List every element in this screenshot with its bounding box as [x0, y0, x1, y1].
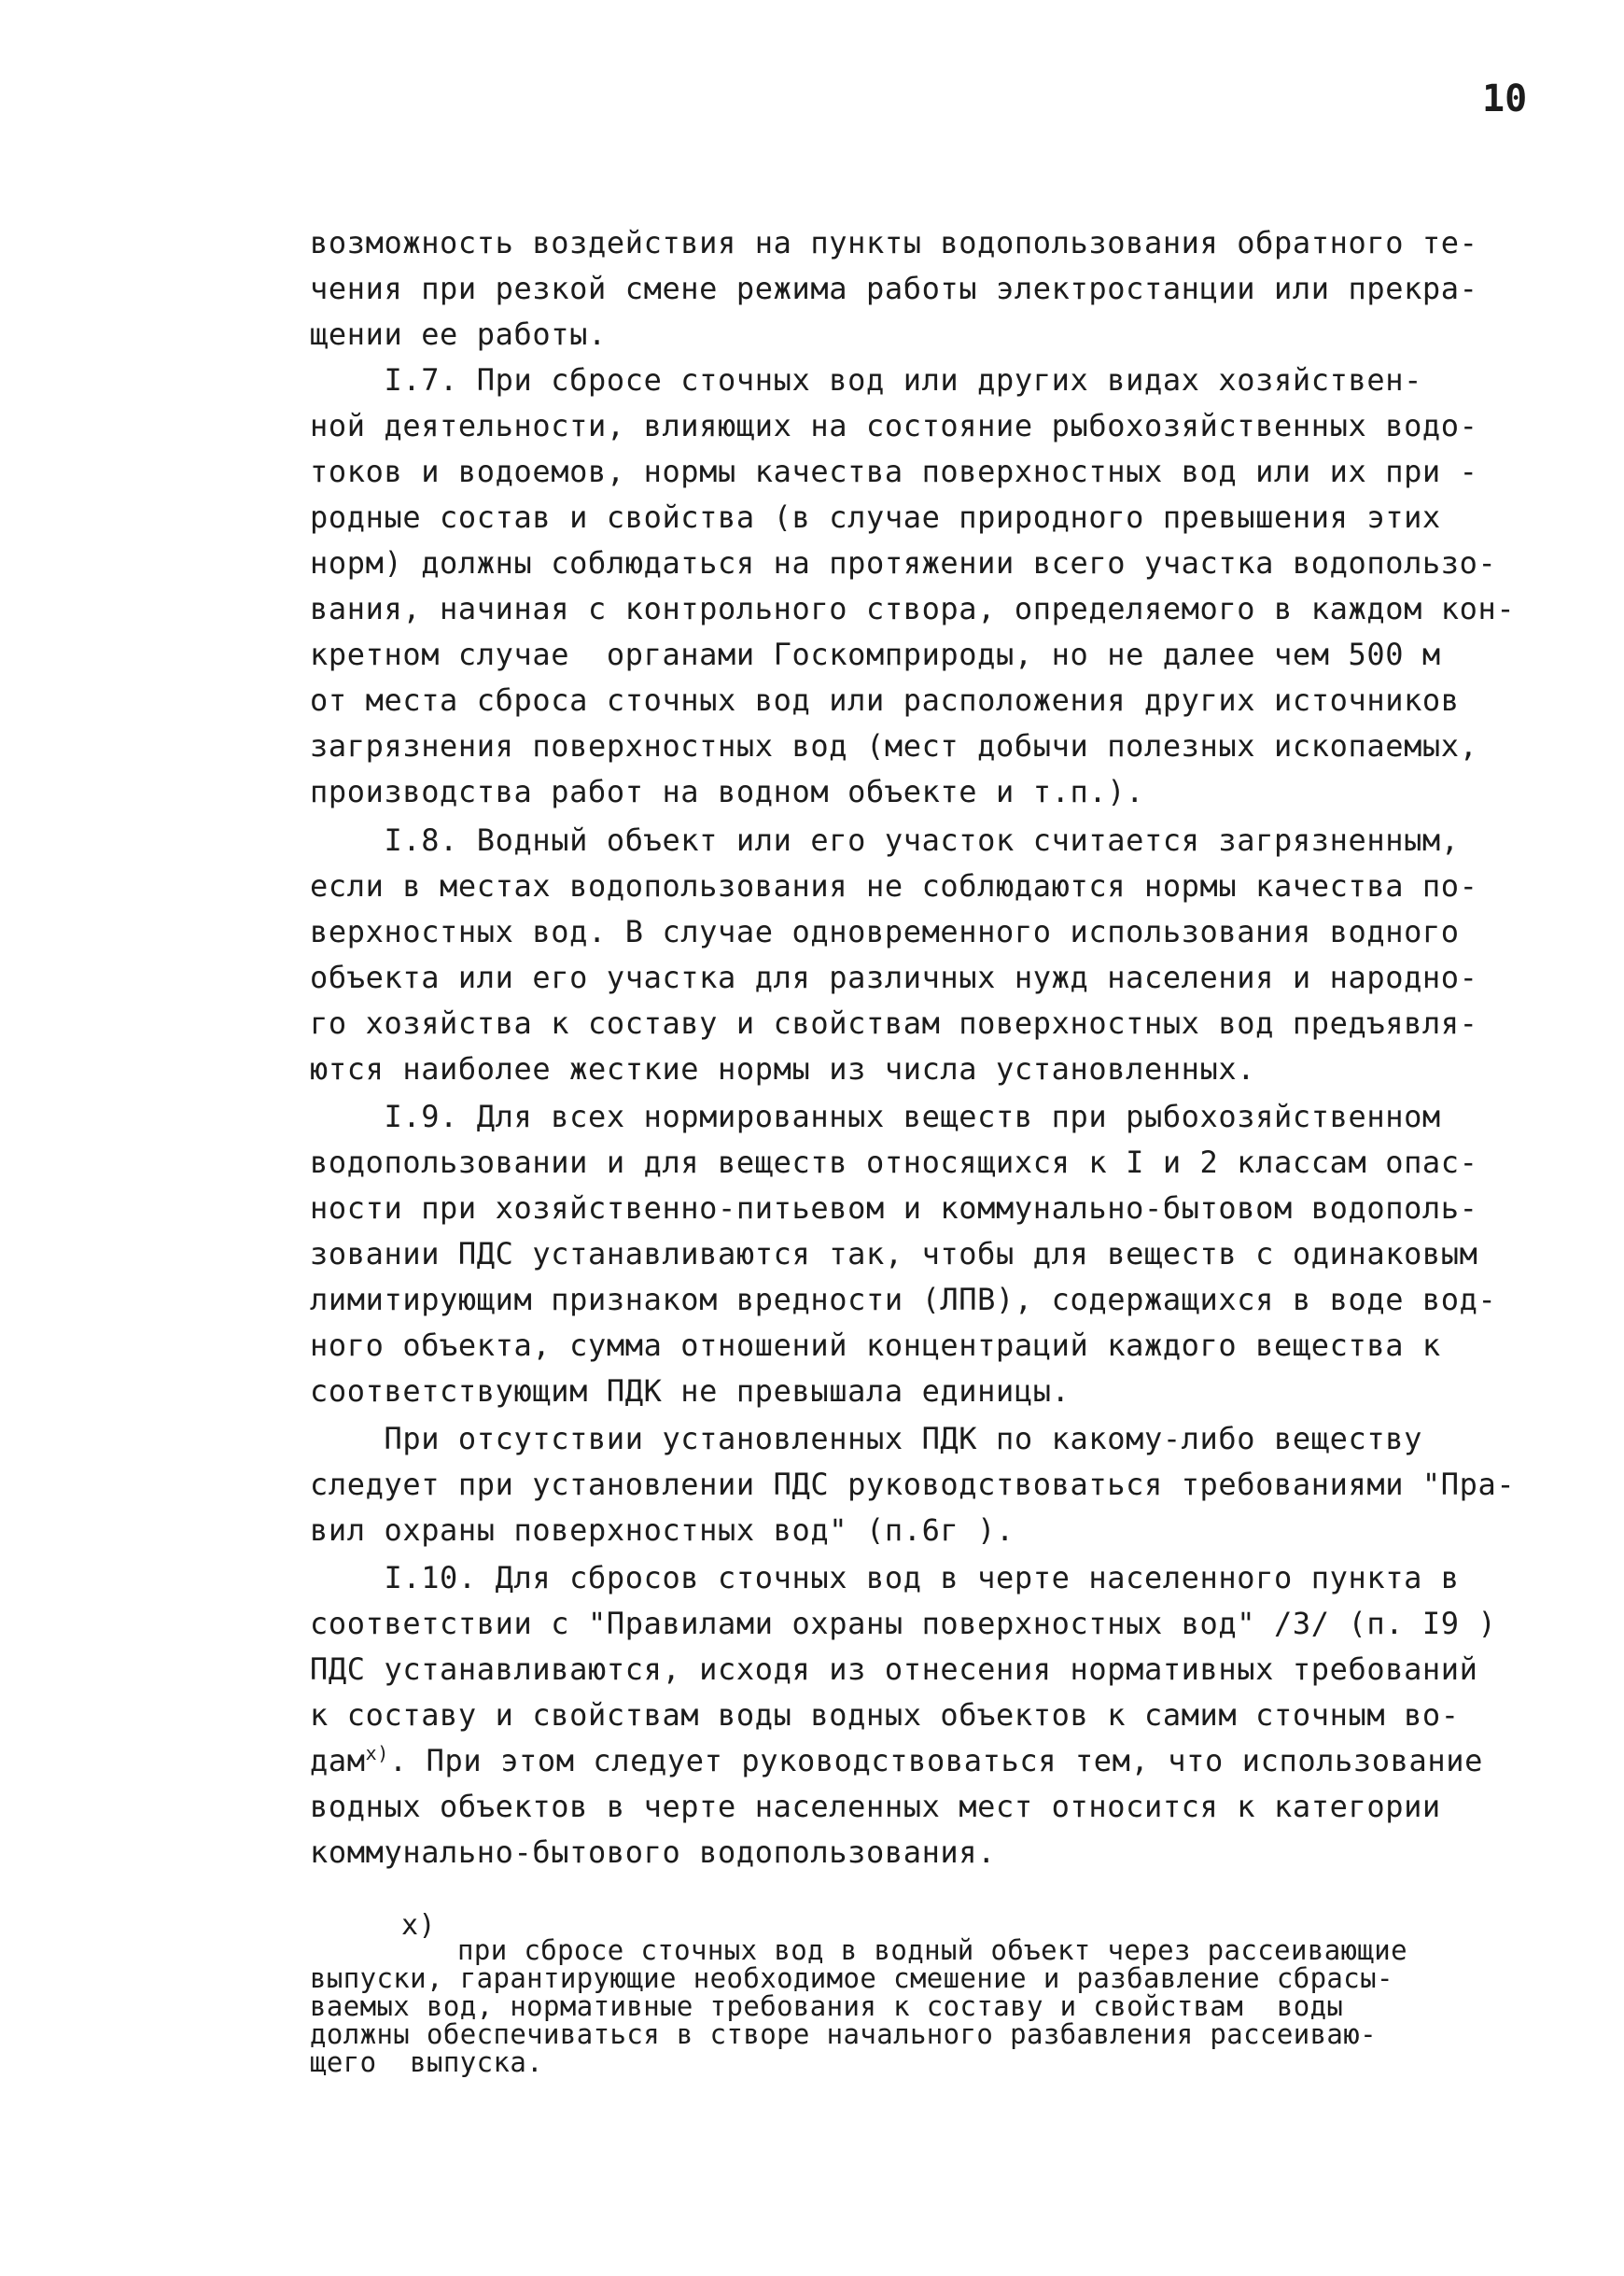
footnote-line: при сбросе сточных вод в водный объект через рассеивающие	[457, 1934, 1407, 1966]
body-line: если в местах водопользования не соблюдаются нормы качества по-	[310, 868, 1478, 904]
body-line: производства работ на водном объекте и т.п.).	[310, 774, 1144, 809]
body-line: I.7. При сбросе сточных вод или других видах хозяйствен-	[310, 362, 1422, 398]
body-line: ются наиболее жесткие нормы из числа установленных.	[310, 1051, 1256, 1087]
body-line: норм) должны соблюдаться на протяжении всего участка водопользо-	[310, 545, 1497, 581]
body-line: водопользовании и для веществ относящихся к I и 2 классам опас-	[310, 1145, 1478, 1180]
body-line: водных объектов в черте населенных мест относится к категории	[310, 1789, 1441, 1824]
footnote-line: щего выпуска.	[310, 2046, 544, 2078]
body-line: от места сброса сточных вод или расположения других источников	[310, 682, 1460, 718]
body-line: следует при установлении ПДС руководствоваться требованиями "Пра-	[310, 1467, 1516, 1502]
footnote-marker: x)	[401, 1909, 436, 1942]
body-line: родные состав и свойства (в случае природного превышения этих	[310, 499, 1441, 535]
body-line: ного объекта, сумма отношений концентраций каждого вещества к	[310, 1328, 1441, 1363]
body-line: щении ее работы.	[310, 316, 607, 352]
footnote-line: ваемых вод, нормативные требования к составу и свойствам воды	[310, 1990, 1344, 2022]
body-line: коммунально-бытового водопользования.	[310, 1834, 997, 1870]
body-line: загрязнения поверхностных вод (мест добычи полезных ископаемых,	[310, 728, 1478, 764]
body-line: возможность воздействия на пункты водопользования обратного те-	[310, 225, 1478, 260]
footnote-line: выпуски, гарантирующие необходимое смешение и разбавление сбрасы-	[310, 1962, 1393, 1994]
body-line: вания, начиная с контрольного створа, определяемого в каждом кон-	[310, 591, 1516, 626]
body-line: верхностных вод. В случае одновременного использования водного	[310, 914, 1460, 949]
body-line-tail: . При этом следует руководствоваться тем, что использование	[388, 1743, 1483, 1778]
body-line	[310, 1742, 1483, 1779]
body-line: При отсутствии установленных ПДК по какому-либо веществу	[310, 1421, 1422, 1456]
body-line: го хозяйства к составу и свойствам поверхностных вод предъявля-	[310, 1005, 1478, 1041]
body-line: ной деятельности, влияющих на состояние рыбохозяйственных водо-	[310, 408, 1478, 443]
body-line: лимитирующим признаком вредности (ЛПВ), содержащихся в воде вод-	[310, 1282, 1497, 1317]
body-line: соответствии с "Правилами охраны поверхностных вод" /3/ (п. I9 )	[310, 1606, 1497, 1641]
body-line: ности при хозяйственно-питьевом и коммунально-бытовом водополь-	[310, 1190, 1478, 1226]
body-line: I.9. Для всех нормированных веществ при рыбохозяйственном	[310, 1099, 1441, 1134]
body-line: к составу и свойствам воды водных объектов к самим сточным во-	[310, 1697, 1460, 1733]
body-line: ПДС устанавливаются, исходя из отнесения нормативных требований	[310, 1651, 1478, 1687]
body-line: чения при резкой смене режима работы электростанции или прекра-	[310, 271, 1478, 306]
page-number: 10	[1482, 77, 1528, 120]
footnote-reference: x)	[365, 1742, 389, 1764]
body-line: вил охраны поверхностных вод" (п.6г ).	[310, 1512, 1015, 1548]
body-line: I.8. Водный объект или его участок считается загрязненным,	[310, 822, 1460, 858]
body-line: зовании ПДС устанавливаются так, чтобы для веществ с одинаковым	[310, 1236, 1478, 1271]
footnote-line: должны обеспечиваться в створе начального разбавления рассеиваю-	[310, 2018, 1378, 2050]
body-line: I.10. Для сбросов сточных вод в черте населенного пункта в	[310, 1560, 1460, 1595]
body-line: кретном случае органами Госкомприроды, но не далее чем 500 м	[310, 637, 1441, 672]
body-line: соответствующим ПДК не превышала единицы.	[310, 1373, 1071, 1409]
body-line: токов и водоемов, нормы качества поверхностных вод или их при -	[310, 454, 1478, 489]
body-line-start: дам	[310, 1743, 366, 1778]
body-line: объекта или его участка для различных нужд населения и народно-	[310, 960, 1478, 995]
